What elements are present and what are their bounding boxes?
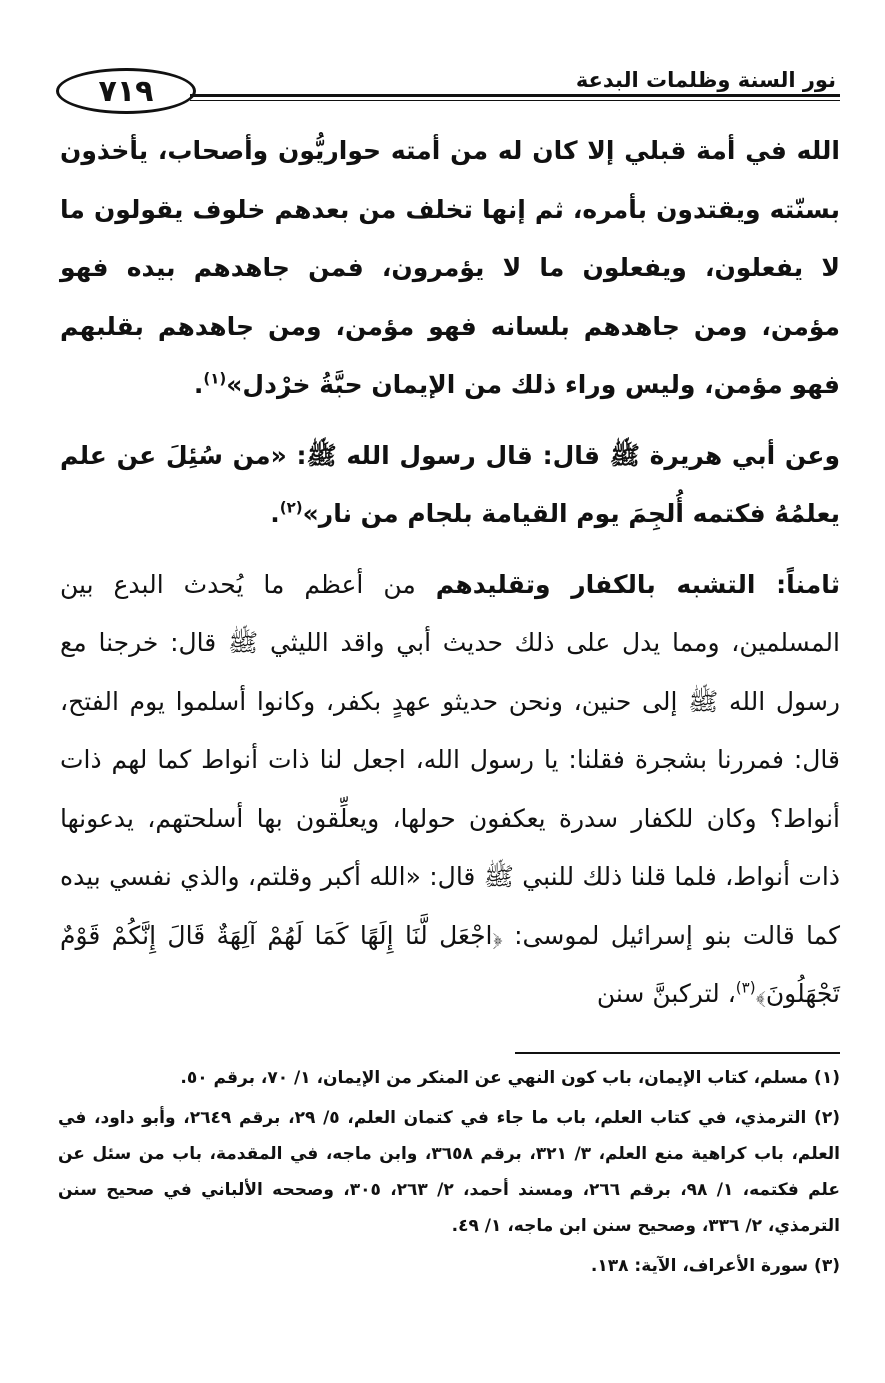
header-rule-thin [190,100,840,101]
footnote-ref-3: (٣) [735,978,756,997]
footnote-1: (١) مسلم، كتاب الإيمان، باب كون النهي عن المنكر من الإيمان، ١/ ٧٠، برقم ٥٠. [180,1068,840,1088]
running-title: نور السنة وظلمات البدعة [575,68,836,92]
paragraph-abu-hurayra [60,427,840,544]
footnotes [58,1060,840,1284]
page-number: ٧١٩ [56,68,196,114]
header-rule-thick [190,94,840,97]
footnote-ref-2: (٢) [279,498,303,517]
paragraph-end: . [270,499,280,528]
main-text [60,122,840,1024]
paragraph-end: . [193,370,204,399]
page-header [50,60,840,120]
footnote-separator [515,1052,840,1054]
footnote-2: (٢) الترمذي، في كتاب العلم، باب ما جاء في كتمان العلم، ٥/ ٢٩، برقم ٢٦٤٩، وأبو داود، في العلم، باب كراهية منع العلم، ٣/ ٣٢١، برقم ٣٦٥٨، وابن ماجه، في المقدمة، باب من سئل عن علم فكتمه، ١/ ٩٨، برقم ٢٦٦، ومسند أحمد، ٢/ ٢٦٣، ٣٠٥، وصححه الألباني في صحيح سنن الترمذي، ٢/ ٣٣٦، وصحيح سنن ابن ماجه، ١/ ٤٩. [58,1108,840,1236]
paragraph-text: من أعظم ما يُحدث البدع بين المسلمين، ومما يدل على ذلك حديث أبي واقد الليثي ﷺ قال: خرجنا مع رسول الله ﷺ إلى حنين، ونحن حديثو عهدٍ بكفر، وكانوا أسلموا يوم الفتح، قال: فمررنا بشجرة فقلنا: يا رسول الله، اجعل لنا ذات أنواط كما لهم ذات أنواط؟ وكان للكفار سدرة يعكفون حولها، ويعلِّقون بها أسلحتهم، يدعونها ذات أنواط، فلما قلنا ذلك للنبي ﷺ قال: «الله أكبر وقلتم، والذي نفسي بيده كما قالت بنو إسرائيل لموسى: ﴿اجْعَل لَّنَا إِلَهًا كَمَا لَهُمْ آلِهَةٌ قَالَ إِنَّكُمْ قَوْمٌ تَجْهَلُونَ﴾ [60,569,840,1008]
footnote-3: (٣) سورة الأعراف، الآية: ١٣٨. [590,1256,840,1276]
paragraph-end: ، لتركبنَّ سنن [596,979,736,1008]
paragraph-text: وعن أبي هريرة ﷺ قال: قال رسول الله ﷺ: «من سُئِلَ عن علم يعلمُهُ فكتمه أُلجِمَ يوم القيامة بلجام من نار» [60,440,840,528]
footnote-ref-1: (١) [203,369,227,388]
paragraph-eighth-point [60,556,840,1024]
paragraph-hadith-continuation [60,122,840,415]
paragraph-text: الله في أمة قبلي إلا كان له من أمته حواريُّون وأصحاب، يأخذون بسنّته ويقتدون بأمره، ثم إنها تخلف من بعدهم خلوف يقولون ما لا يفعلون، ويفعلون ما لا يؤمرون، فمن جاهدهم بيده فهو مؤمن، ومن جاهدهم بلسانه فهو مؤمن، ومن جاهدهم بقلبهم فهو مؤمن، وليس وراء ذلك من الإيمان حبَّةُ خرْدل» [60,136,840,399]
section-heading: ثامناً: التشبه بالكفار وتقليدهم [435,569,840,599]
